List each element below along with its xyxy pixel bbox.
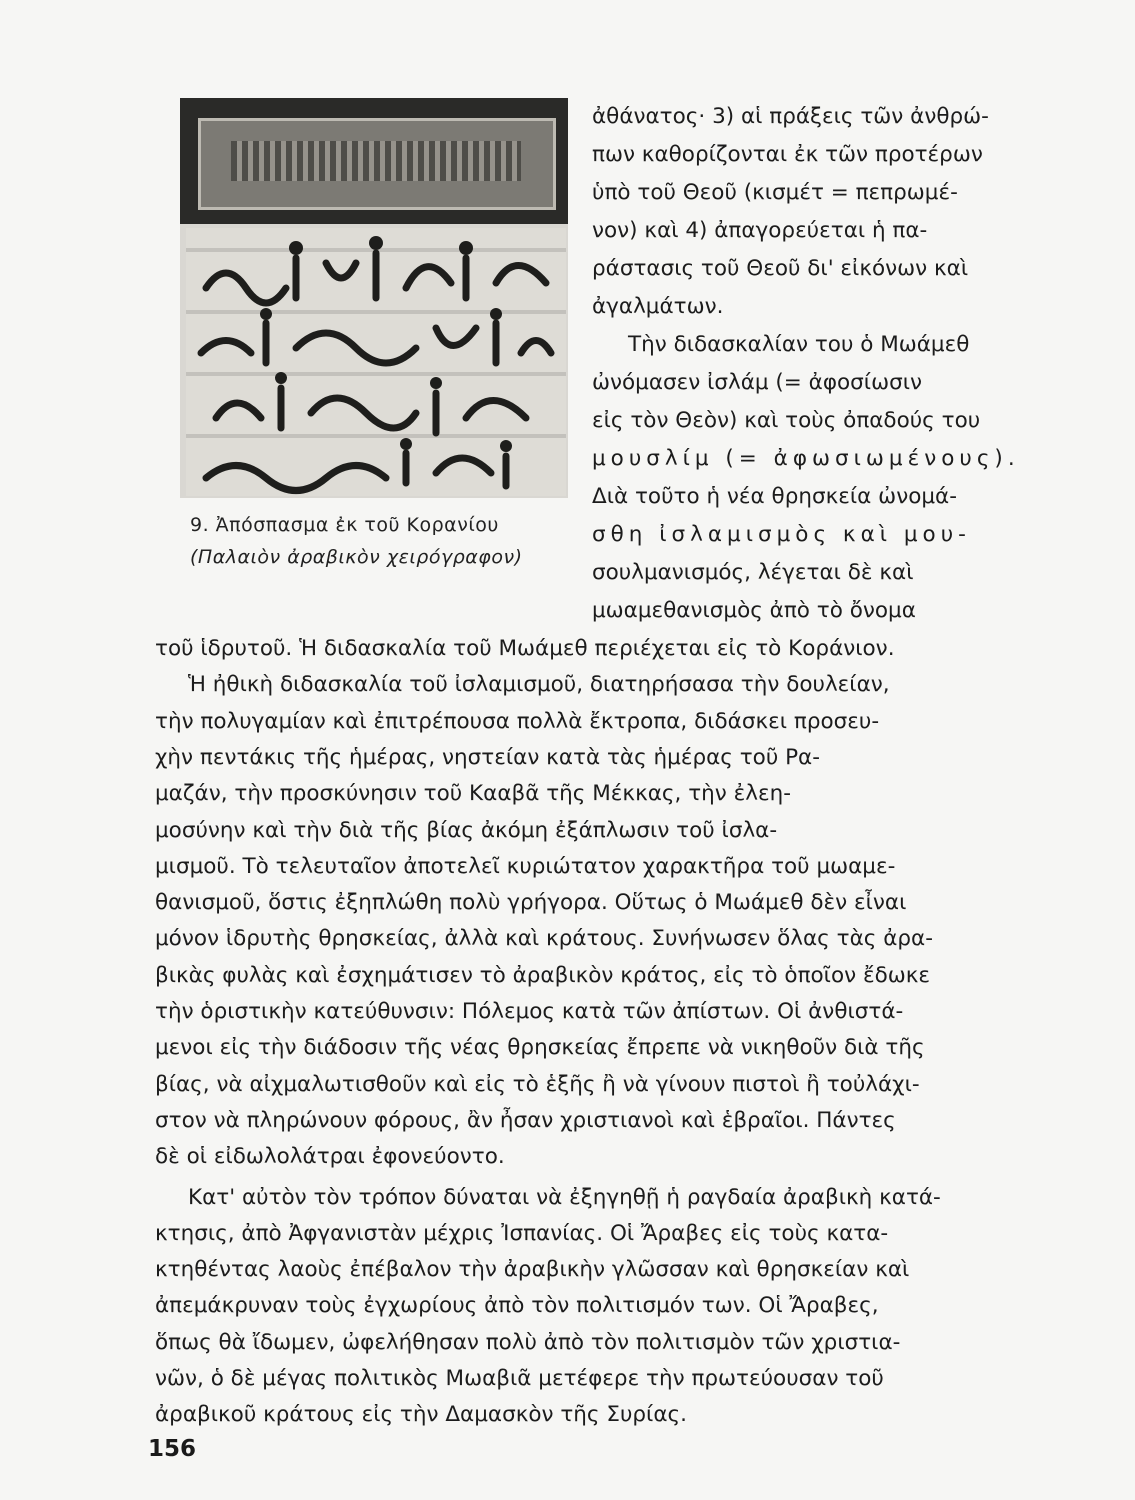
right-column-line: σθη ἰσλαμισμὸς καὶ μου- bbox=[592, 522, 971, 547]
right-column-line: νον) καὶ 4) ἀπαγορεύεται ἡ πα- bbox=[592, 218, 928, 243]
body-line: δὲ οἱ εἰδωλολάτραι ἐφονεύοντο. bbox=[155, 1144, 505, 1170]
manuscript-header-band bbox=[180, 98, 568, 224]
body-line: κτηθέντας λαοὺς ἐπέβαλον τὴν ἀραβικὴν γλῶσσαν καὶ θρησκείαν καὶ bbox=[155, 1257, 910, 1283]
body-line: μενοι εἰς τὴν διάδοσιν τῆς νέας θρησκείας ἔπρεπε νὰ νικηθοῦν διὰ τῆς bbox=[155, 1035, 925, 1061]
figure-caption-description: (Παλαιὸν ἀραβικὸν χειρόγραφον) bbox=[190, 546, 523, 568]
body-line: μαζάν, τὴν προσκύνησιν τοῦ Κααβᾶ τῆς Μέκκας, τὴν ἐλεη- bbox=[155, 781, 791, 807]
body-line: Κατ' αὐτὸν τὸν τρόπον δύναται νὰ ἐξηγηθῇ ἡ ραγδαία ἀραβικὴ κατά- bbox=[188, 1184, 941, 1210]
right-column-line: ἀθάνατος· 3) αἱ πράξεις τῶν ἀνθρώ- bbox=[592, 104, 989, 129]
body-line: τοῦ ἱδρυτοῦ. Ἡ διδασκαλία τοῦ Μωάμεθ περιέχεται εἰς τὸ Κοράνιον. bbox=[155, 636, 895, 661]
figure-caption-number: 9. Ἀπόσπασμα ἐκ τοῦ Κορανίου bbox=[190, 514, 499, 536]
right-column-line: Διὰ τοῦτο ἡ νέα θρησκεία ὠνομά- bbox=[592, 484, 957, 509]
body-line: θανισμοῦ, ὅστις ἐξηπλώθη πολὺ γρήγορα. Οὕτως ὁ Μωάμεθ δὲν εἶναι bbox=[155, 890, 907, 916]
body-line: ὅπως θὰ ἴδωμεν, ὠφελήθησαν πολὺ ἀπὸ τὸν πολιτισμὸν τῶν χριστια- bbox=[155, 1329, 901, 1355]
body-line: χὴν πεντάκις τῆς ἡμέρας, νηστείαν κατὰ τὰς ἡμέρας τοῦ Ρα- bbox=[155, 744, 820, 770]
page-number: 156 bbox=[148, 1436, 197, 1462]
body-line: ἀπεμάκρυναν τοὺς ἐγχωρίους ἀπὸ τὸν πολιτισμόν των. Οἱ Ἄραβες, bbox=[155, 1293, 879, 1319]
body-line: τὴν πολυγαμίαν καὶ ἐπιτρέπουσα πολλὰ ἔκτροπα, διδάσκει προσευ- bbox=[155, 708, 880, 734]
body-line: τὴν ὁριστικὴν κατεύθυνσιν: Πόλεμος κατὰ τῶν ἀπίστων. Οἱ ἀνθιστά- bbox=[155, 999, 904, 1024]
right-column-line: ὑπὸ τοῦ Θεοῦ (κισμέτ = πεπρωμέ- bbox=[592, 180, 958, 205]
right-column-line: εἰς τὸν Θεὸν) καὶ τοὺς ὀπαδούς του bbox=[592, 408, 981, 433]
right-column-line: μωαμεθανισμὸς ἀπὸ τὸ ὄνομα bbox=[592, 598, 916, 623]
body-line: βίας, νὰ αἰχμαλωτισθοῦν καὶ εἰς τὸ ἑξῆς ἢ νὰ γίνουν πιστοὶ ἢ τοὐλάχι- bbox=[155, 1071, 920, 1097]
body-line: μισμοῦ. Τὸ τελευταῖον ἀποτελεῖ κυριώτατον χαρακτῆρα τοῦ μωαμε- bbox=[155, 853, 896, 879]
right-column-line: ὠνόμασεν ἰσλάμ (= ἀφοσίωσιν bbox=[592, 370, 922, 395]
body-line: μοσύνην καὶ τὴν διὰ τῆς βίας ἀκόμη ἐξάπλωσιν τοῦ ἰσλα- bbox=[155, 817, 778, 843]
right-column-line: σουλμανισμός, λέγεται δὲ καὶ bbox=[592, 560, 914, 585]
right-column-line: Τὴν διδασκαλίαν του ὁ Μωάμεθ bbox=[628, 332, 970, 357]
body-line: μόνον ἱδρυτὴς θρησκείας, ἀλλὰ καὶ κράτους. Συνήνωσεν ὅλας τὰς ἀρα- bbox=[155, 926, 933, 952]
body-line: νῶν, ὁ δὲ μέγας πολιτικὸς Μωαβιᾶ μετέφερε τὴν πρωτεύουσαν τοῦ bbox=[155, 1366, 884, 1391]
arabic-script-area bbox=[186, 228, 566, 496]
arabic-calligraphy-icon bbox=[186, 228, 566, 496]
body-line: βικὰς φυλὰς καὶ ἐσχημάτισεν τὸ ἀραβικὸν κράτος, εἰς τὸ ὁποῖον ἔδωκε bbox=[155, 962, 931, 988]
right-column-line: πων καθορίζονται ἐκ τῶν προτέρων bbox=[592, 142, 983, 167]
body-line: Ἡ ἠθικὴ διδασκαλία τοῦ ἰσλαμισμοῦ, διατηρήσασα τὴν δουλείαν, bbox=[188, 672, 890, 698]
body-line: στον νὰ πληρώνουν φόρους, ἂν ἦσαν χριστιανοὶ καὶ ἑβραῖοι. Πάντες bbox=[155, 1107, 896, 1133]
body-line: ἀραβικοῦ κράτους εἰς τὴν Δαμασκὸν τῆς Συρίας. bbox=[155, 1402, 687, 1428]
manuscript-ornament bbox=[198, 118, 556, 210]
right-column-line: ράστασις τοῦ Θεοῦ δι' εἰκόνων καὶ bbox=[592, 256, 969, 281]
right-column-line: ἀγαλμάτων. bbox=[592, 294, 724, 319]
right-column-line: μουσλίμ (= ἀφωσιωμένους). bbox=[592, 446, 1020, 471]
body-line: κτησις, ἀπὸ Ἀφγανιστὰν μέχρις Ἰσπανίας. Οἱ Ἄραβες εἰς τοὺς κατα- bbox=[155, 1220, 889, 1246]
manuscript-image bbox=[180, 98, 568, 498]
